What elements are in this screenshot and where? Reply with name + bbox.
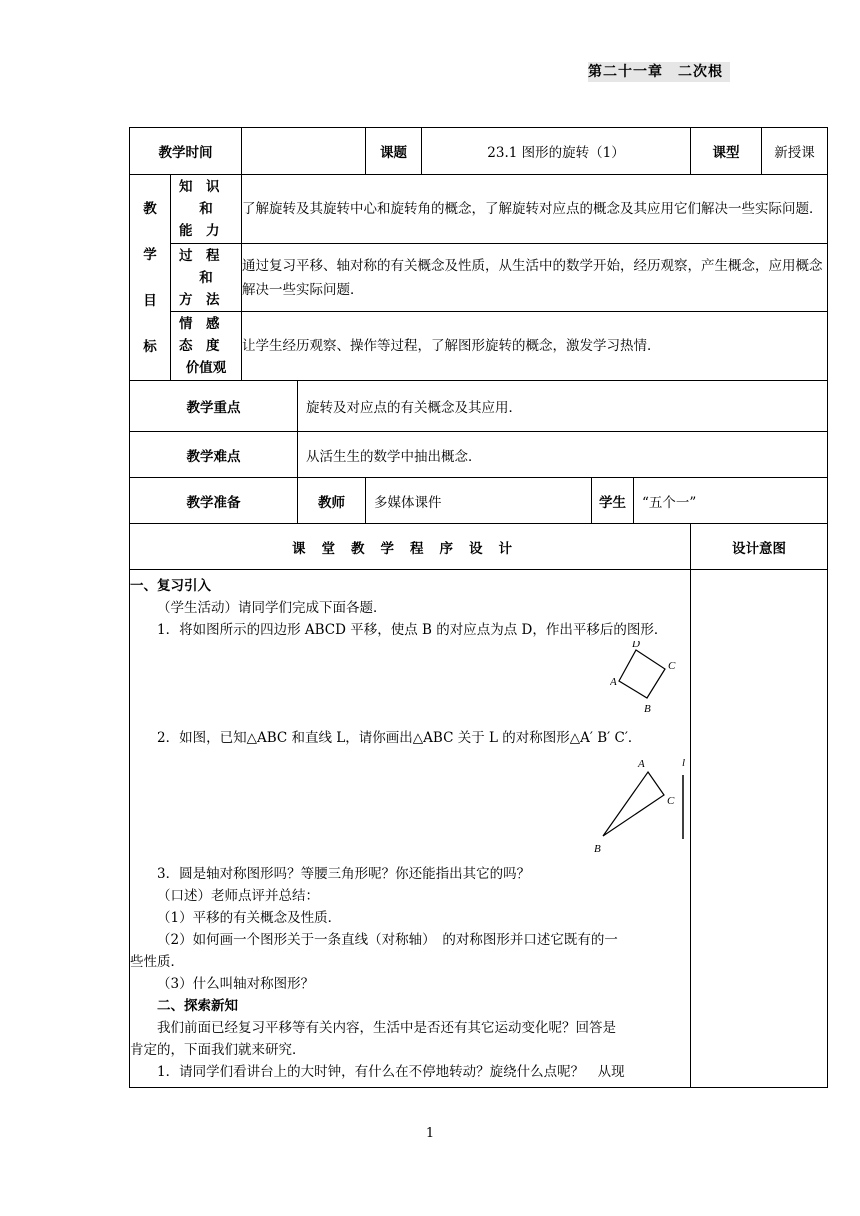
objective-name-knowledge: 知 识 和 能 力 (171, 175, 242, 244)
label-A: A (610, 675, 617, 688)
objective-name-attitude: 情 感 态 度 价值观 (171, 312, 242, 381)
teaching-time-label: 教学时间 (130, 128, 242, 175)
row-preparation (130, 478, 828, 524)
student-prep-value: “五个一” (634, 478, 828, 524)
summary-2a: （2）如何画一个图形关于一条直线（对称轴） 的对称图形并口述它既有的一 (157, 931, 618, 948)
lesson-plan-table (129, 127, 828, 1088)
student-label: 学生 (592, 478, 634, 524)
row-design-header (130, 524, 828, 570)
question-3: 3．圆是轴对称图形吗？等腰三角形呢？你还能指出其它的吗？ (157, 865, 531, 882)
page-number: 1 (425, 1126, 435, 1141)
teacher-summary: （口述）老师点评并总结： (157, 887, 319, 904)
summary-1: （1）平移的有关概念及性质． (157, 909, 342, 926)
objective-row-attitude (130, 312, 828, 381)
label-C: C (668, 659, 676, 672)
difficulty-text: 从活生生的数学中抽出概念． (298, 432, 828, 478)
quadrilateral-figure (610, 641, 710, 721)
topic-value: 23.1 图形的旋转（1） (422, 128, 691, 175)
label-D: D (632, 640, 640, 650)
design-intent-title: 设计意图 (691, 524, 828, 570)
objective-row-process (130, 244, 828, 312)
teacher-label: 教师 (298, 478, 366, 524)
label-C2: C (667, 794, 675, 807)
lesson-type-label: 课型 (691, 128, 762, 175)
activity-intro: （学生活动）请同学们完成下面各题． (157, 599, 387, 616)
row-key-point (130, 381, 828, 432)
figure-triangle (130, 749, 690, 863)
question-1: 1．将如图所示的四边形 ABCD 平移，使点 B 的对应点为点 D，作出平移后的图形． (157, 621, 668, 638)
label-l: l (682, 756, 686, 769)
preparation-label: 教学准备 (130, 478, 298, 524)
section-review-heading: 一、复习引入 (130, 577, 211, 594)
row-difficulty (130, 432, 828, 478)
section-explore-heading: 二、探索新知 (157, 997, 238, 1014)
row-time-topic (130, 128, 828, 175)
figure-quadrilateral (130, 641, 690, 721)
teacher-prep-value: 多媒体课件 (366, 478, 592, 524)
summary-3: （3）什么叫轴对称图形？ (157, 975, 315, 992)
difficulty-label: 教学难点 (130, 432, 298, 478)
topic-label: 课题 (366, 128, 422, 175)
objective-text-process: 通过复习平移、轴对称的有关概念及性质，从生活中的数学开始，经历观察，产生概念，应用概念解决一些实际问题． (242, 244, 828, 312)
triangle-figure (578, 755, 688, 869)
program-design-title: 课堂教学程序设计 (130, 524, 691, 570)
chapter-header: 第二十一章 二次根 (588, 62, 730, 82)
question-2: 2．如图，已知△ABC 和直线 L，请你画出△ABC 关于 L 的对称图形△A′ B′ C′． (157, 729, 642, 746)
label-A2: A (638, 757, 645, 770)
objective-text-attitude: 让学生经历观察、操作等过程，了解图形旋转的概念，激发学习热情． (242, 312, 828, 381)
label-B2: B (594, 842, 601, 855)
objectives-vertical-label: 教 学 目 标 (130, 175, 171, 381)
program-content (130, 570, 691, 1088)
key-point-label: 教学重点 (130, 381, 298, 432)
explore-paragraph-a: 我们前面已经复习平移等有关内容，生活中是否还有其它运动变化呢？回答是 (157, 1019, 616, 1036)
explore-question-1: 1．请同学们看讲台上的大时钟，有什么在不停地转动？旋绕什么点呢？ 从现 (157, 1063, 625, 1080)
row-program-content (130, 570, 828, 1088)
summary-2b: 些性质． (130, 953, 184, 970)
label-B: B (644, 702, 651, 715)
lesson-type-value: 新授课 (762, 128, 828, 175)
explore-paragraph-b: 肯定的，下面我们就来研究． (130, 1041, 306, 1058)
objective-text-knowledge: 了解旋转及其旋转中心和旋转角的概念，了解旋转对应点的概念及其应用它们解决一些实际问题． (242, 175, 828, 244)
objective-row-knowledge (130, 175, 828, 244)
objective-name-process: 过 程 和 方 法 (171, 244, 242, 312)
teaching-time-value (242, 128, 366, 175)
design-intent-content (691, 570, 828, 1088)
key-point-text: 旋转及对应点的有关概念及其应用． (298, 381, 828, 432)
